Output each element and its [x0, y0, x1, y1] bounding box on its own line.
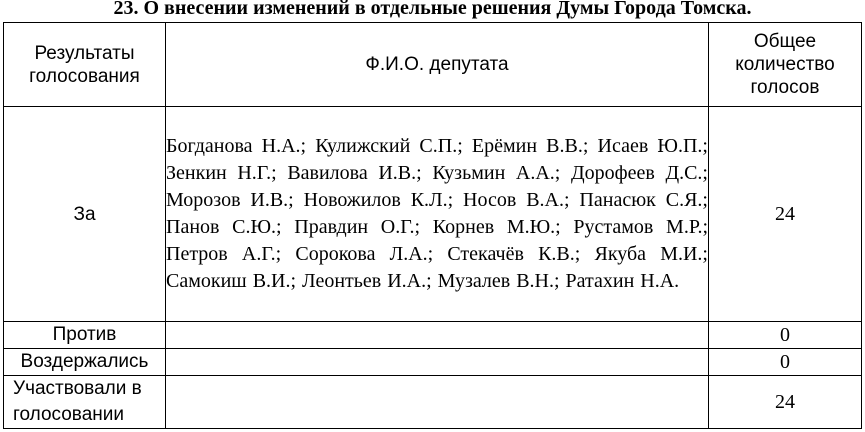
- page-title: 23. О внесении изменений в отдельные решения Думы Города Томска.: [113, 0, 752, 19]
- header-results: Результаты голосования: [4, 23, 166, 107]
- row-label-against: Против: [4, 322, 166, 349]
- deputies-list-for: Богданова Н.А.; Кулижский С.П.; Ерёмин В.В.; Исаев Ю.П.; Зенкин Н.Г.; Вавилова И.В.; Кузьмин А.А.; Дорофеев Д.С.; Морозов И.В.; Новожилов К.Л.; Носов В.А.; Панасюк С.Я.; Панов С.Ю.; Правдин О.Г.; Корнев М.Ю.; Рустамов М.Р.; Петров А.Г.; Сорокова Л.А.; Стекачёв К.В.; Якуба М.И.; Самокиш В.И.; Леонтьев И.А.; Музалев В.Н.; Ратахин Н.А.: [166, 107, 709, 322]
- header-total-votes: Общее количество голосов: [709, 23, 862, 107]
- row-label-for: За: [4, 107, 166, 322]
- vote-count-abstained: 0: [709, 349, 862, 376]
- header-deputy-name: Ф.И.О. депутата: [166, 23, 709, 107]
- deputies-list-participated: [166, 376, 709, 429]
- table-header-row: [4, 23, 862, 107]
- vote-count-against: 0: [709, 322, 862, 349]
- table-row: [4, 349, 862, 376]
- deputies-list-against: [166, 322, 709, 349]
- vote-count-for: 24: [709, 107, 862, 322]
- voting-results-table: [3, 22, 862, 429]
- vote-count-participated: 24: [709, 376, 862, 429]
- table-row: [4, 376, 862, 429]
- deputies-list-abstained: [166, 349, 709, 376]
- row-label-abstained: Воздержались: [4, 349, 166, 376]
- table-row: [4, 322, 862, 349]
- table-row: [4, 107, 862, 322]
- row-label-participated: Участвовали в голосовании: [4, 376, 166, 429]
